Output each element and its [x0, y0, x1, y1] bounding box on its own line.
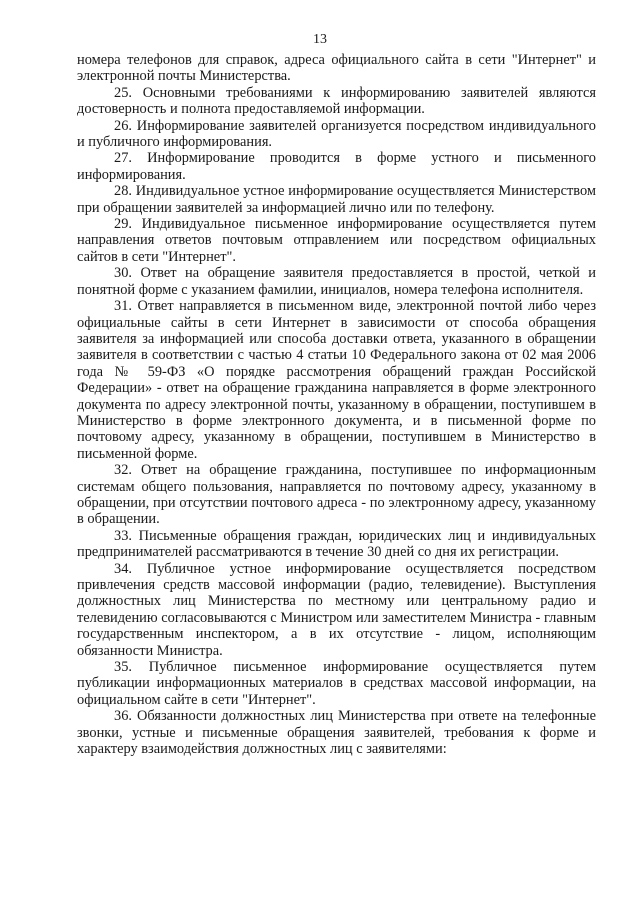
paragraph-continuation: номера телефонов для справок, адреса официального сайта в сети "Интернет" и электронной почты Министерства. — [77, 52, 596, 85]
paragraph-31: 31. Ответ направляется в письменном виде, электронной почтой либо через официальные сайты в сети Интернет в зависимости от способа обращения заявителя за информацией или способа доставки ответа, указанного в обращении заявителя в соответствии с частью 4 статьи 10 Федерального закона от 02 мая 2006 года № 59-ФЗ «О порядке рассмотрения обращений граждан Российской Федерации» - ответ на обращение гражданина направляется в форме электронного документа по адресу электронной почты, указанному в обращении, поступившем в Министерство в форме электронного документа, и в письменной форме по почтовому адресу, указанному в обращении, поступившем в Министерство в письменной форме. — [77, 298, 596, 462]
paragraph-33: 33. Письменные обращения граждан, юридических лиц и индивидуальных предпринимателей рассматриваются в течение 30 дней со дня их регистрации. — [77, 527, 596, 561]
paragraph-29: 29. Индивидуальное письменное информирование осуществляется путем направления ответов почтовым отправлением или посредством официальных сайтов в сети "Интернет". — [77, 216, 596, 265]
paragraph-26: 26. Информирование заявителей организуется посредством индивидуального и публичного информирования. — [77, 117, 596, 151]
paragraph-34: 34. Публичное устное информирование осуществляется посредством привлечения средств массовой информации (радио, телевидение). Выступления должностных лиц Министерства по местному или центральному радио и телевидению согласовываются с Министром или заместителем Министра - главным государственным инспектором, а в их отсутствие - лицом, исполняющим обязанности Министра. — [77, 560, 596, 659]
paragraph-35: 35. Публичное письменное информирование осуществляется путем публикации информационных материалов в средствах массовой информации, на официальном сайте в сети "Интернет". — [77, 659, 596, 708]
paragraph-25: 25. Основными требованиями к информированию заявителей являются достоверность и полнота предоставляемой информации. — [77, 84, 596, 118]
paragraph-30: 30. Ответ на обращение заявителя предоставляется в простой, четкой и понятной форме с указанием фамилии, инициалов, номера телефона исполнителя. — [77, 265, 596, 298]
paragraph-36: 36. Обязанности должностных лиц Министерства при ответе на телефонные звонки, устные и письменные обращения заявителей, требования к форме и характеру взаимодействия должностных лиц с заявителями: — [77, 708, 596, 758]
paragraph-32: 32. Ответ на обращение гражданина, поступившее по информационным системам общего пользования, направляется по почтовому адресу, указанному в обращении, при отсутствии почтового адреса - по электронному адресу, указанному в обращении. — [77, 462, 596, 528]
paragraph-27: 27. Информирование проводится в форме устного и письменного информирования. — [77, 150, 596, 183]
document-body — [77, 52, 596, 757]
paragraph-28: 28. Индивидуальное устное информирование осуществляется Министерством при обращении заявителей за информацией лично или по телефону. — [77, 183, 596, 216]
page-number: 13 — [313, 32, 327, 47]
